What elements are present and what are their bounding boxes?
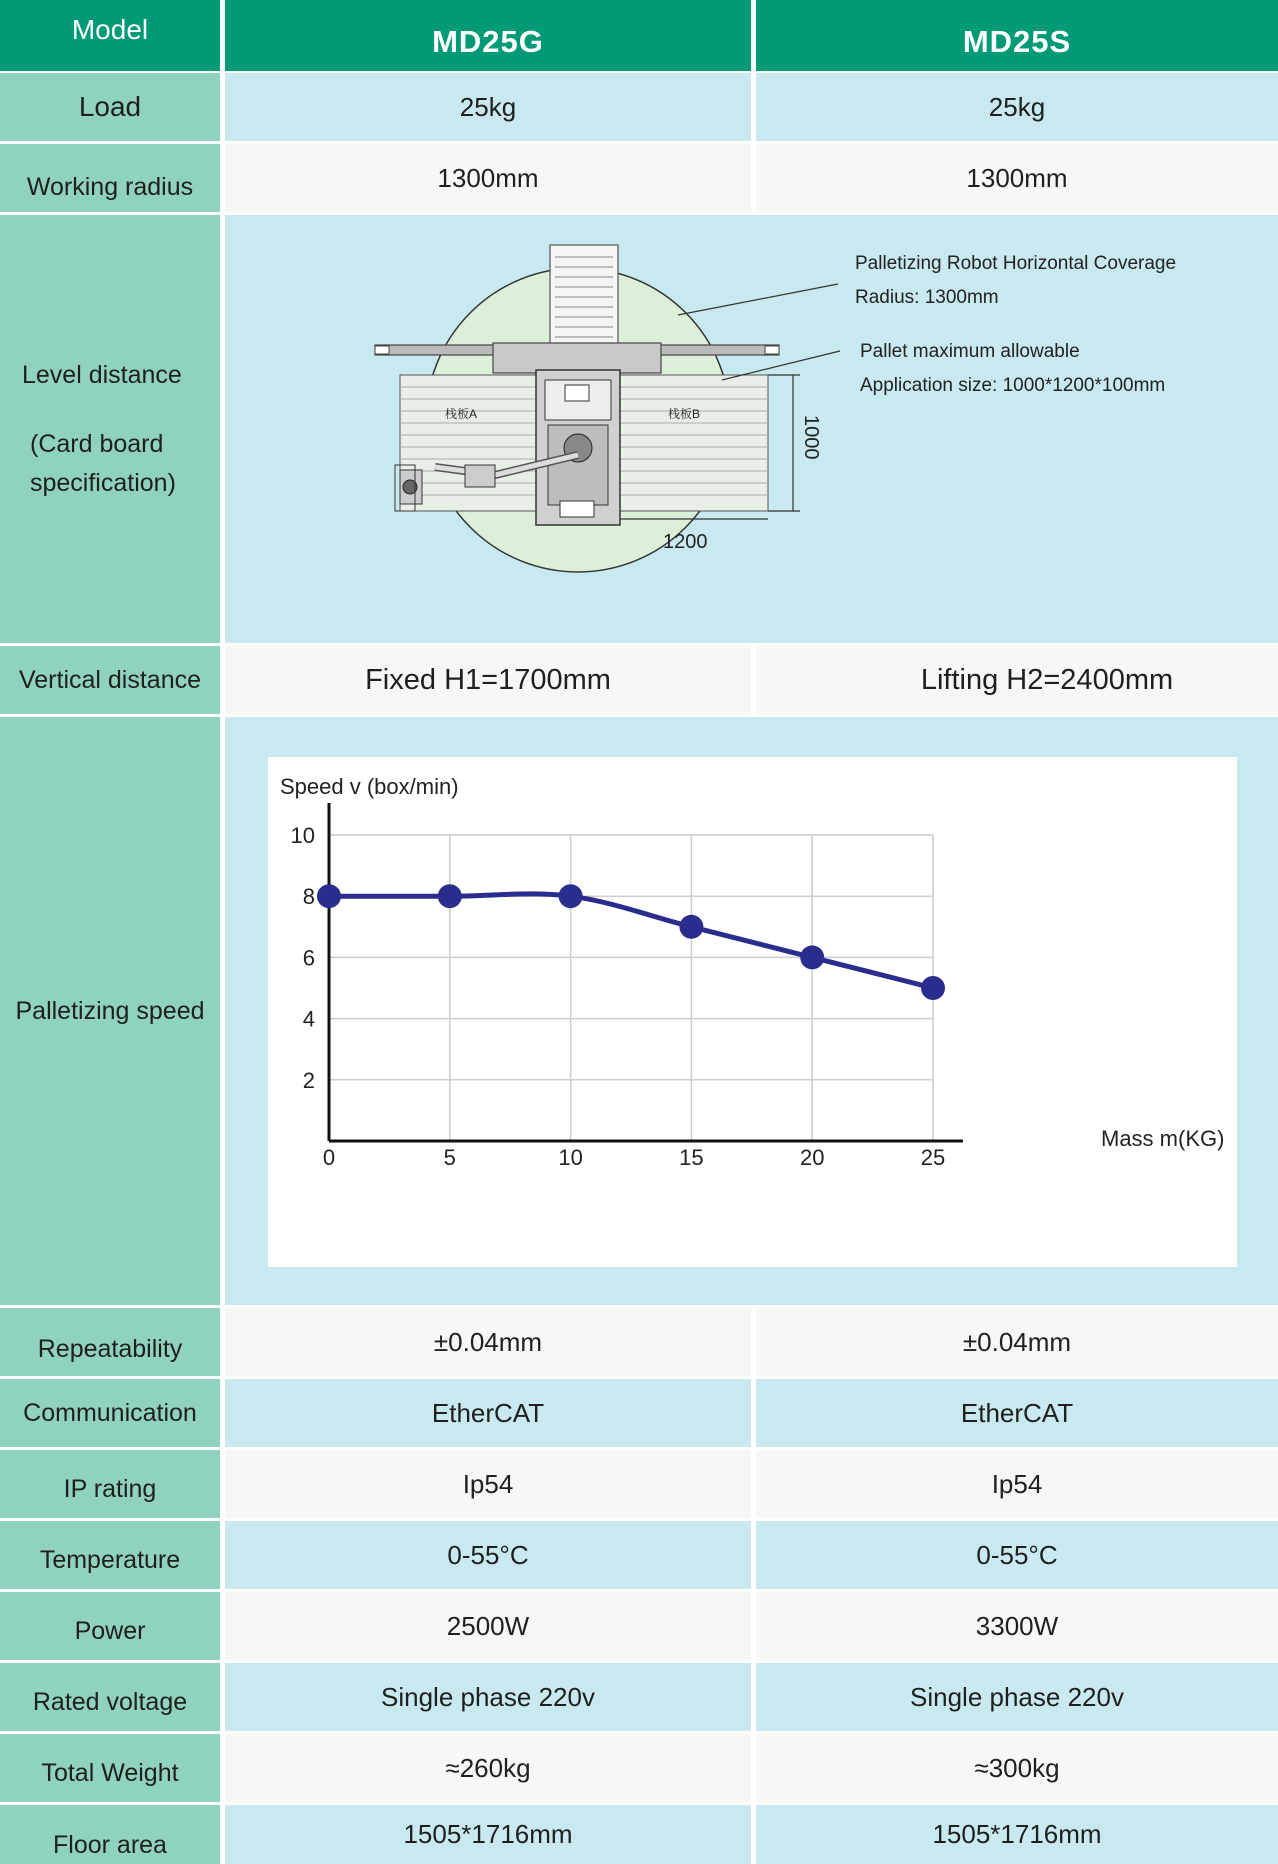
y-tick-label: 4	[302, 1006, 315, 1032]
row-working-radius	[0, 144, 1278, 212]
row-load	[0, 73, 1278, 141]
annotation-line: Palletizing Robot Horizontal Coverage	[855, 253, 1177, 274]
model-label: Model	[0, 0, 220, 71]
row-label: Vertical distance	[0, 646, 220, 714]
tick-labels	[291, 823, 946, 1170]
value-md25g: Ip54	[225, 1450, 751, 1518]
value-md25s: 25kg	[756, 73, 1278, 141]
row-label: Communication	[0, 1379, 220, 1447]
value-md25s: 0-55°C	[756, 1521, 1278, 1589]
row-label: Total Weight	[0, 1734, 220, 1802]
value-md25g: ±0.04mm	[225, 1308, 751, 1376]
speed-chart	[268, 757, 1237, 1267]
row-label: Repeatability	[0, 1308, 220, 1376]
leader-line-coverage	[678, 284, 838, 315]
row-label: Temperature	[0, 1521, 220, 1589]
pallet-annotation	[860, 335, 1165, 403]
label-line: Level distance	[22, 360, 182, 389]
row-label: Rated voltage	[0, 1663, 220, 1731]
height-dimension	[768, 375, 822, 511]
row-power	[0, 1592, 1278, 1660]
value-md25g: 1505*1716mm	[225, 1805, 751, 1864]
x-axis-label: Mass m(KG)	[1101, 1126, 1225, 1151]
row-communication	[0, 1379, 1278, 1447]
x-tick-label: 25	[920, 1145, 946, 1170]
row-level-distance	[0, 215, 1278, 643]
x-tick-label: 10	[558, 1145, 583, 1170]
data-point	[317, 884, 341, 908]
label-line: specification)	[30, 468, 176, 497]
data-point	[921, 976, 945, 1000]
value-md25g: 0-55°C	[225, 1521, 751, 1589]
row-floor-area	[0, 1805, 1278, 1864]
chart-panel	[268, 757, 1237, 1267]
value-md25g: Fixed H1=1700mm	[225, 646, 751, 714]
layout-diagram-cell	[225, 215, 1278, 643]
row-vertical-distance	[0, 646, 1278, 714]
series-line	[329, 894, 933, 988]
robot-base	[536, 370, 620, 525]
value-md25g: 1300mm	[225, 144, 751, 212]
value-md25g: 2500W	[225, 1592, 751, 1660]
pallet-b	[618, 375, 768, 511]
row-palletizing-speed	[0, 717, 1278, 1305]
value-md25g: ≈260kg	[225, 1734, 751, 1802]
data-point	[679, 915, 703, 939]
row-label: Power	[0, 1592, 220, 1660]
y-tick-label: 2	[302, 1067, 315, 1093]
value-md25g: EtherCAT	[225, 1379, 751, 1447]
annotation-line: Pallet maximum allowable	[860, 341, 1080, 362]
label-line: (Card board	[30, 429, 164, 458]
value-md25s: EtherCAT	[756, 1379, 1278, 1447]
data-point	[559, 884, 583, 908]
value-md25g: 25kg	[225, 73, 751, 141]
row-label: Working radius	[0, 144, 220, 212]
value-md25s: 1300mm	[756, 144, 1278, 212]
data-points	[317, 884, 945, 1000]
annotation-line: Application size: 1000*1200*100mm	[860, 375, 1166, 396]
row-label: Floor area	[0, 1805, 220, 1864]
data-point	[438, 884, 462, 908]
pallet-a-label: 栈板A	[445, 407, 478, 421]
row-rated-voltage	[0, 1663, 1278, 1731]
value-md25s: ±0.04mm	[756, 1308, 1278, 1376]
y-axis-label: Speed v (box/min)	[280, 774, 459, 799]
value-md25s: Ip54	[756, 1450, 1278, 1518]
row-label: IP rating	[0, 1450, 220, 1518]
y-tick-label: 10	[290, 823, 315, 848]
row-label	[0, 215, 220, 643]
row-temperature	[0, 1521, 1278, 1589]
row-repeatability	[0, 1308, 1278, 1376]
model-md25s: MD25S	[756, 0, 1278, 71]
row-label: Palletizing speed	[0, 717, 220, 1305]
row-ip-rating	[0, 1450, 1278, 1518]
x-tick-label: 5	[443, 1145, 456, 1170]
row-label: Load	[0, 73, 220, 141]
x-tick-label: 20	[799, 1145, 825, 1170]
dim-height-label: 1000	[800, 415, 822, 460]
value-md25s: ≈300kg	[756, 1734, 1278, 1802]
value-md25g: Single phase 220v	[225, 1663, 751, 1731]
model-md25g: MD25G	[225, 0, 751, 71]
pallet-b-label: 栈板B	[668, 407, 701, 421]
y-tick-label: 6	[302, 945, 315, 971]
value-md25s: 3300W	[756, 1592, 1278, 1660]
dim-width-label: 1200	[663, 531, 708, 553]
value-md25s: Single phase 220v	[756, 1663, 1278, 1731]
speed-chart-cell	[225, 717, 1278, 1305]
value-md25s: Lifting H2=2400mm	[756, 646, 1278, 714]
data-point	[800, 945, 824, 969]
x-tick-label: 0	[322, 1145, 336, 1170]
y-tick-label: 8	[302, 884, 315, 910]
annotation-line: Radius: 1300mm	[855, 287, 999, 308]
grid-lines	[329, 835, 933, 1141]
coverage-annotation	[855, 247, 1176, 315]
x-tick-label: 15	[679, 1145, 704, 1170]
value-md25s: 1505*1716mm	[756, 1805, 1278, 1864]
header-row	[0, 0, 1278, 71]
row-total-weight	[0, 1734, 1278, 1802]
